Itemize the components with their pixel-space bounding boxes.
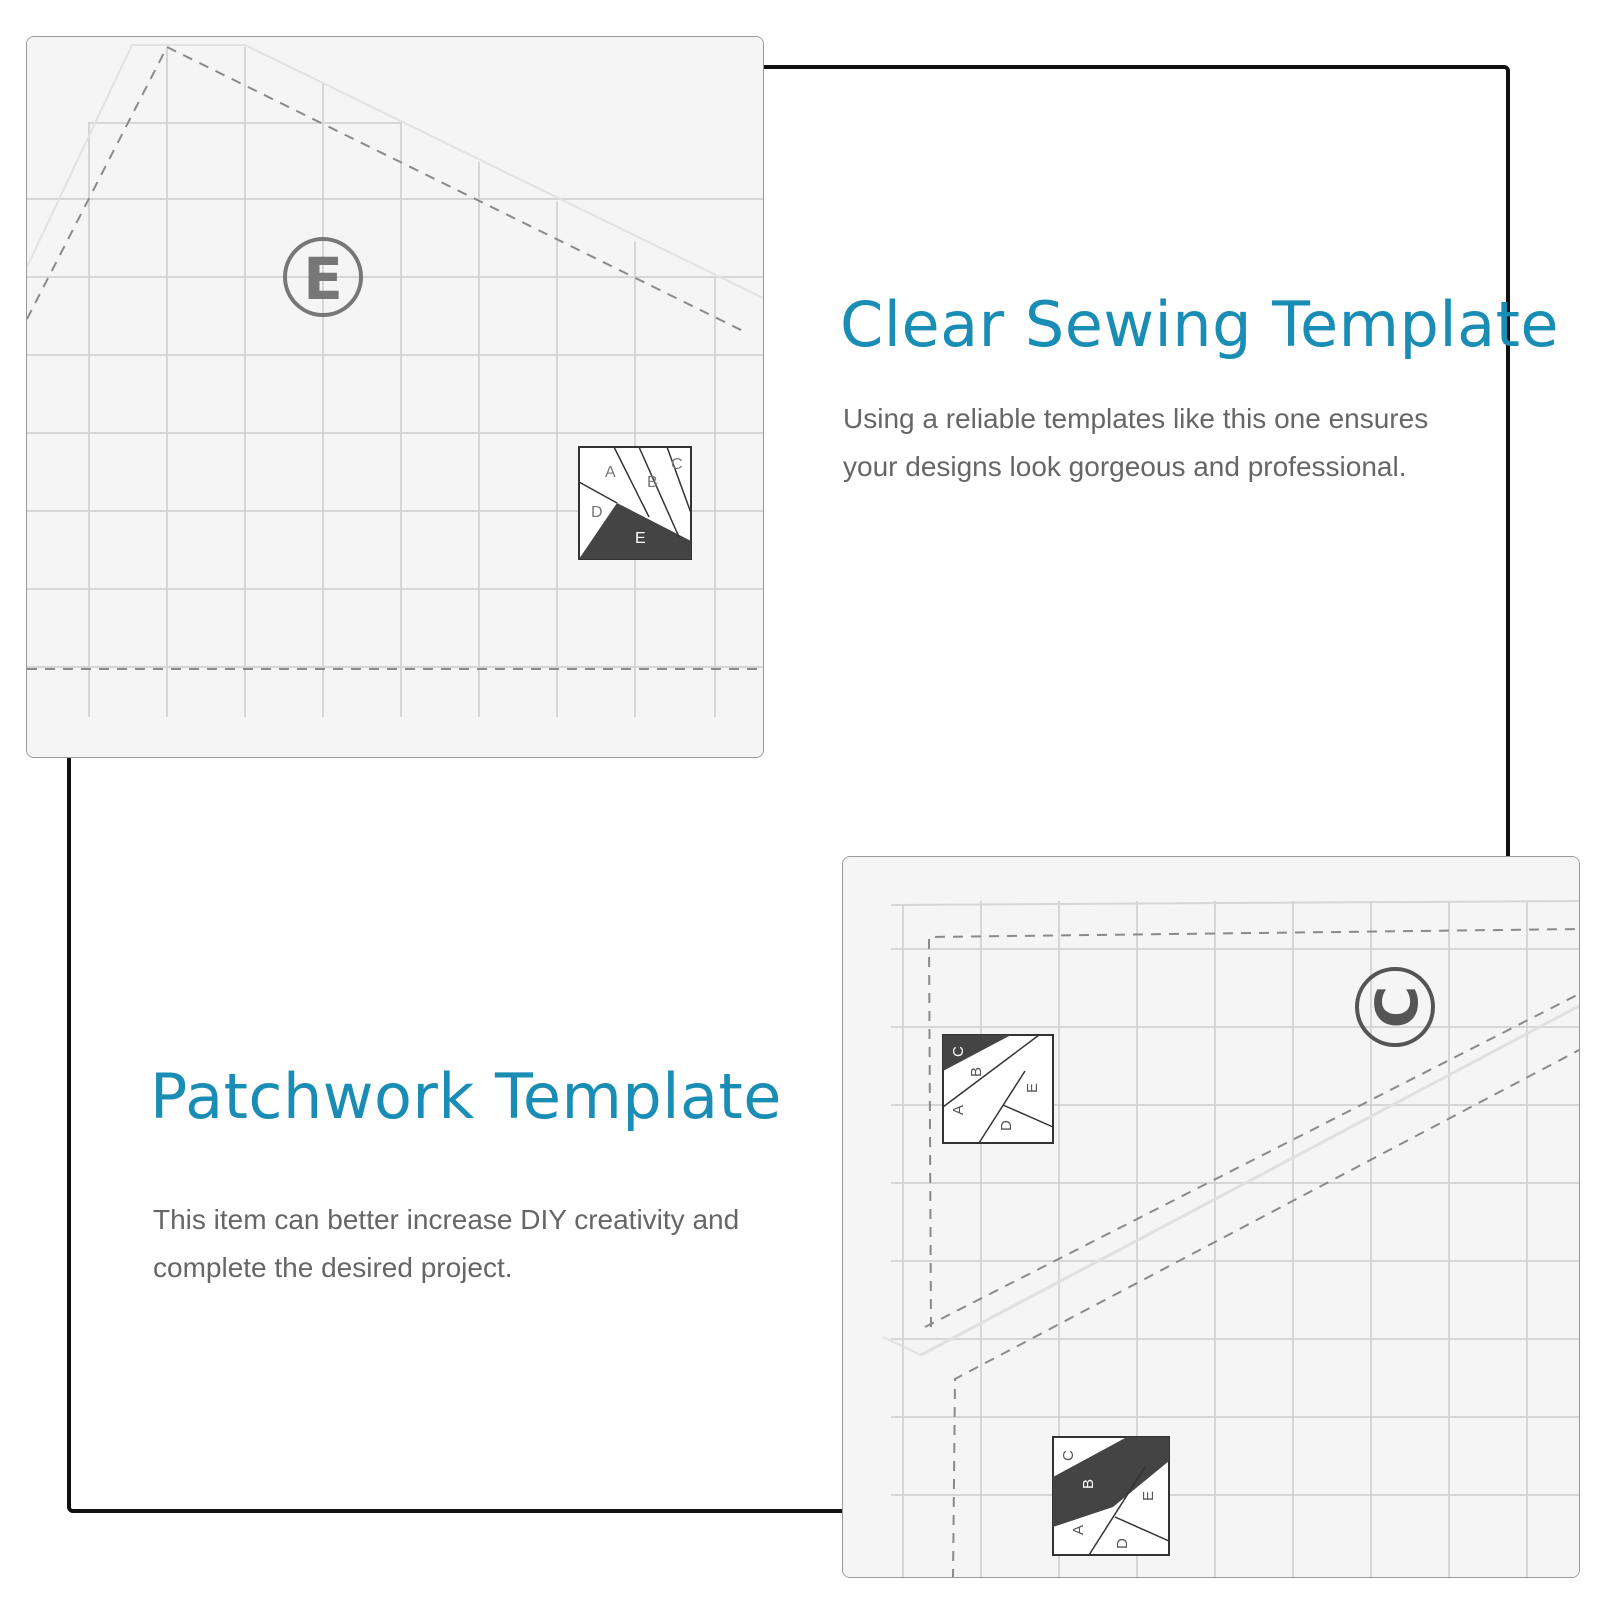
svg-text:D: D [1114, 1538, 1131, 1549]
section-title-patchwork-template: Patchwork Template [150, 1060, 782, 1133]
block-diagram-icon-lower [1053, 1437, 1169, 1555]
svg-text:A: A [1070, 1524, 1087, 1535]
svg-text:B: B [647, 474, 658, 491]
svg-text:D: D [591, 504, 603, 521]
svg-text:E: E [1140, 1490, 1157, 1501]
svg-text:D: D [998, 1120, 1015, 1131]
product-photo-template-c [842, 856, 1580, 1578]
svg-text:A: A [950, 1104, 967, 1115]
template-e-illustration [27, 37, 764, 758]
template-letter-c: C [1363, 985, 1431, 1029]
section-description-clear-sewing: Using a reliable templates like this one ensures your designs look gorgeous and professional. [843, 403, 1429, 482]
svg-text:E: E [1024, 1082, 1041, 1093]
section-description-patchwork: This item can better increase DIY creativity and complete the desired project. [153, 1204, 740, 1283]
svg-text:A: A [605, 464, 616, 481]
section-title-clear-sewing-template: Clear Sewing Template [840, 288, 1560, 361]
svg-text:B: B [968, 1066, 985, 1077]
block-diagram-icon-upper [943, 1035, 1053, 1143]
svg-text:C: C [1060, 1450, 1077, 1461]
svg-text:C: C [950, 1046, 967, 1057]
svg-text:E: E [635, 530, 646, 547]
svg-text:C: C [671, 456, 683, 473]
template-letter-e: E [303, 245, 343, 313]
block-diagram-icon [579, 447, 691, 559]
template-c-illustration [843, 857, 1580, 1578]
product-photo-template-e [26, 36, 764, 758]
svg-text:B: B [1080, 1478, 1097, 1489]
